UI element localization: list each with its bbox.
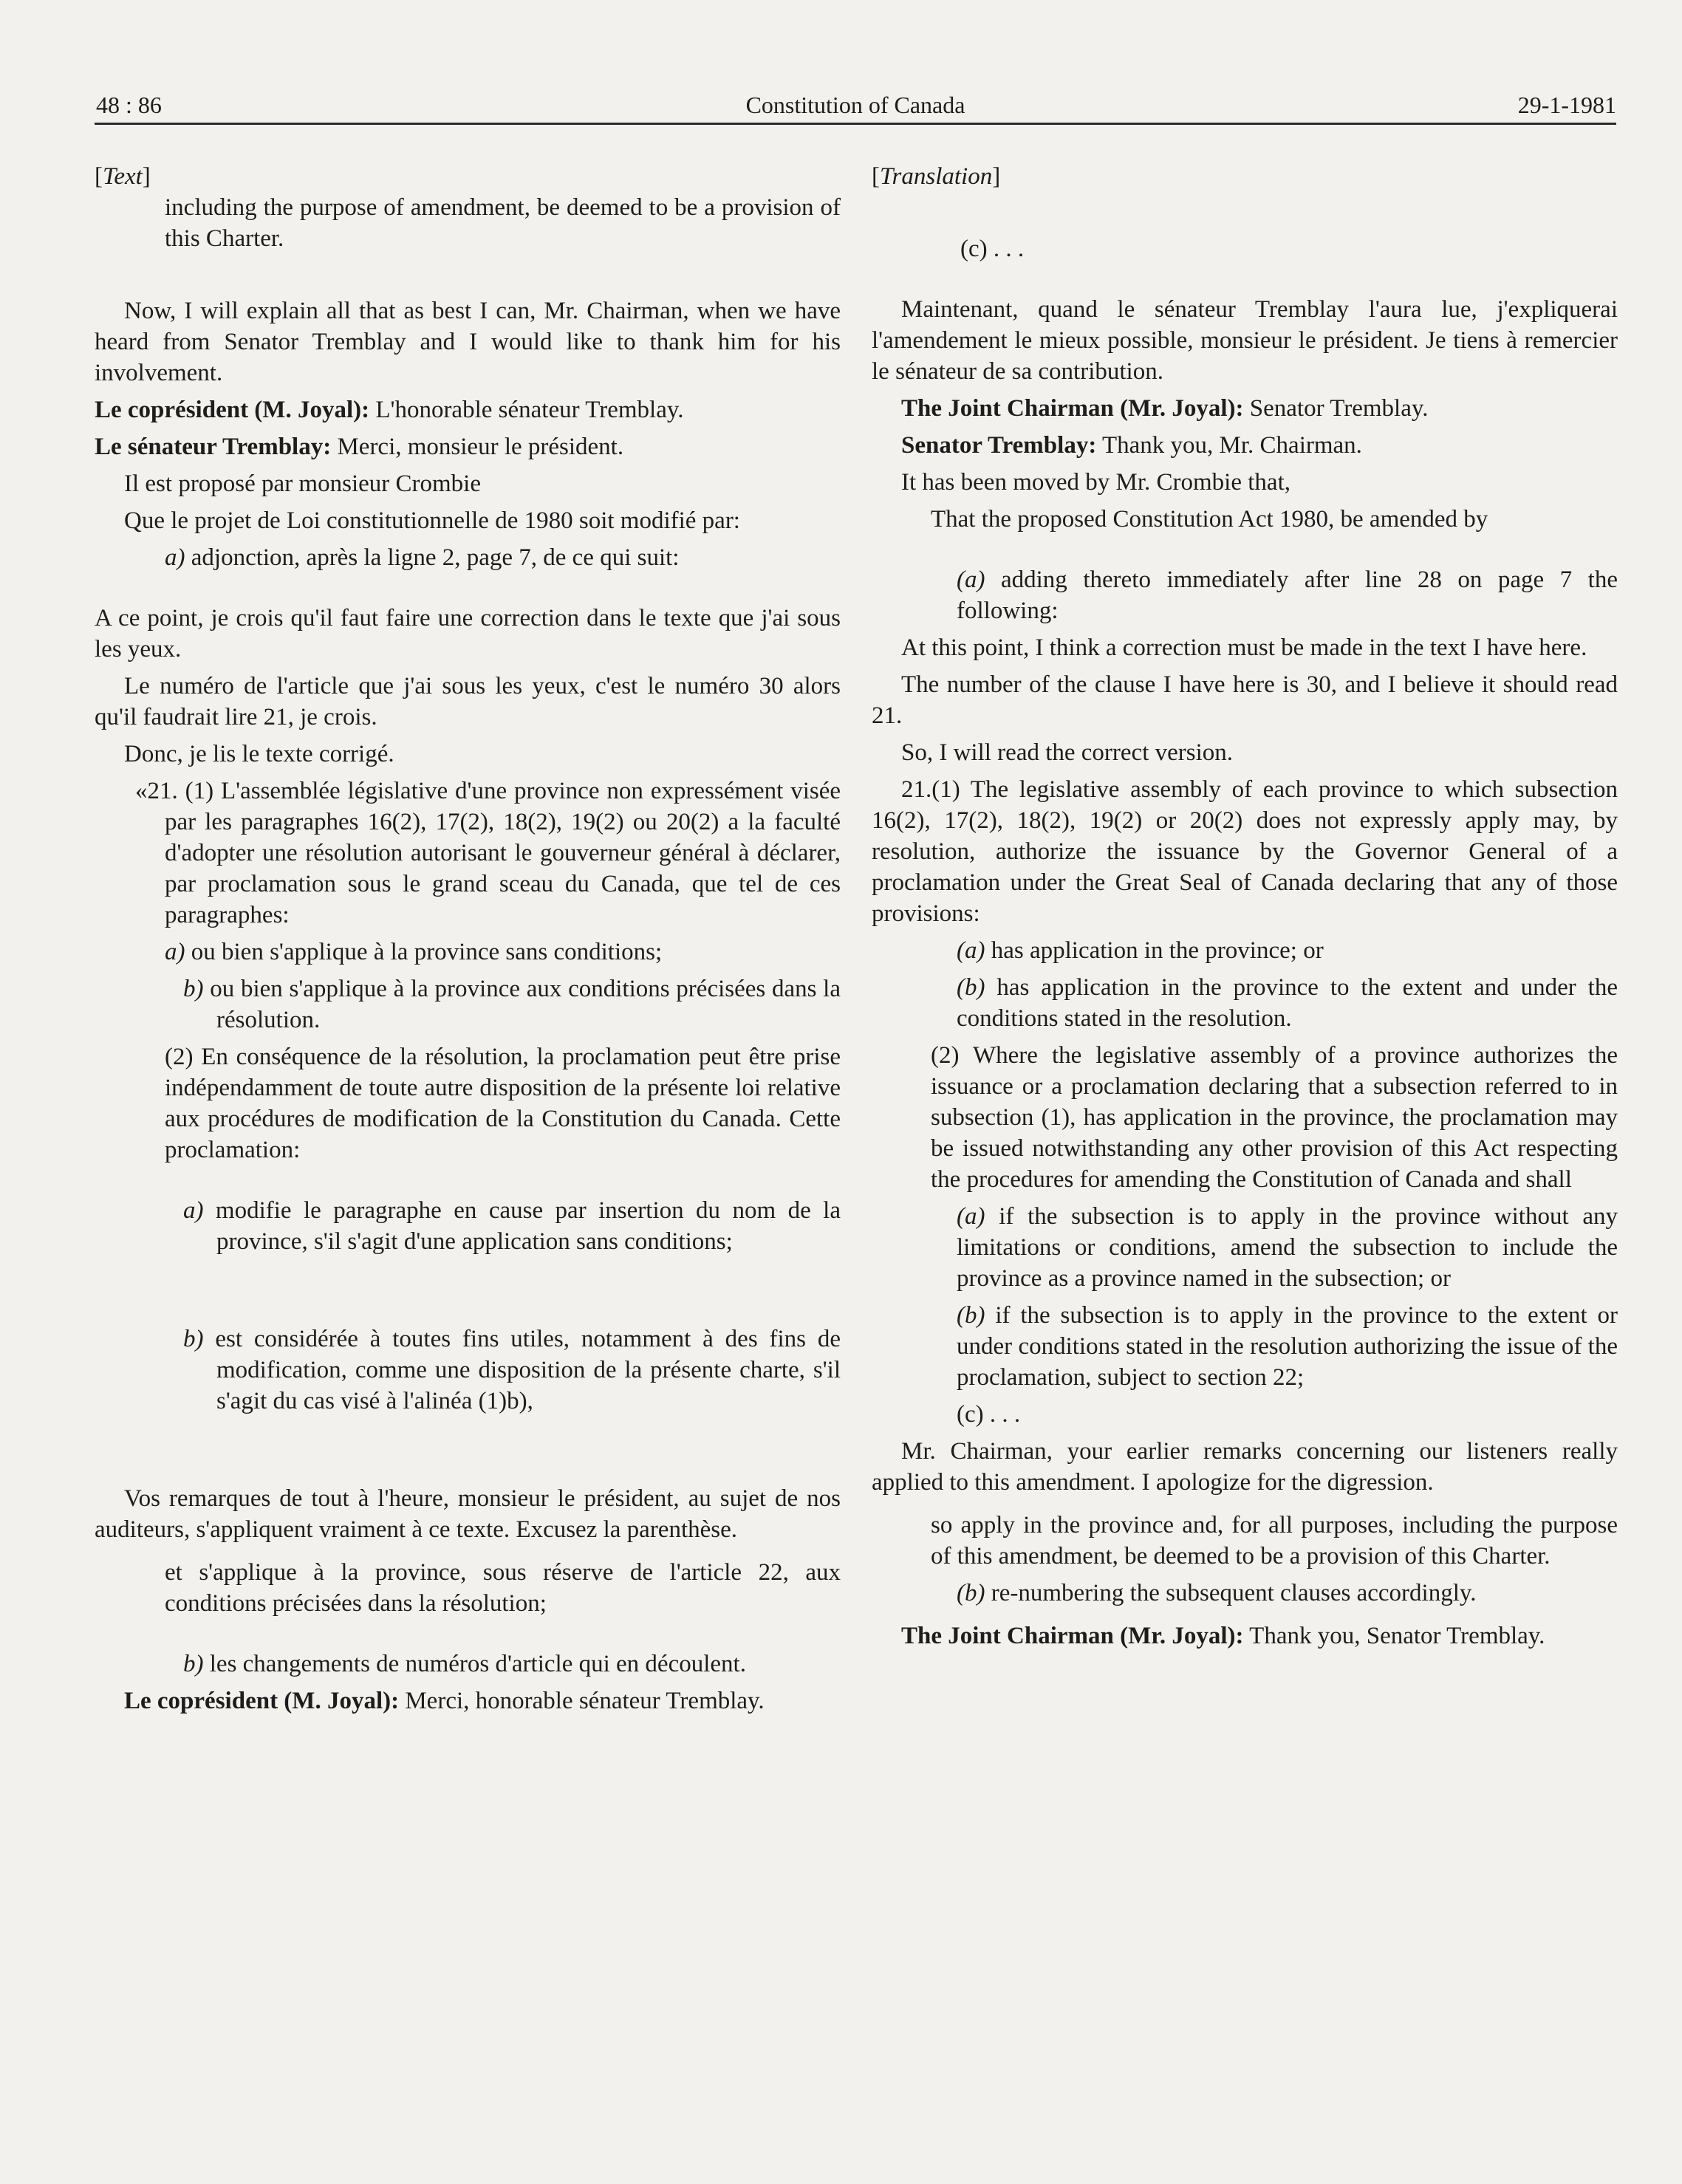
- paragraph: Mr. Chairman, your earlier remarks concerning our listeners really applied to this amendment. I apologize for the digression.: [872, 1438, 1618, 1496]
- speaker-paragraph: Le coprésident (M. Joyal): Merci, honorable sénateur Tremblay.: [124, 1688, 765, 1714]
- paragraph: A ce point, je crois qu'il faut faire une correction dans le texte que j'ai sous les yeux.: [95, 605, 841, 663]
- list-item: (b) if the subsection is to apply in the province to the extent or under conditions stated in the resolution authorizing the issue of the proclamation, subject to section 22;: [957, 1302, 1618, 1391]
- paragraph: So, I will read the correct version.: [901, 739, 1234, 766]
- speaker-paragraph: Senator Tremblay: Thank you, Mr. Chairman.: [901, 432, 1362, 459]
- list-item: a) modifie le paragraphe en cause par insertion du nom de la province, s'il s'agit d'une application sans conditions;: [183, 1197, 841, 1255]
- speaker-name: Le coprésident (M. Joyal):: [124, 1688, 400, 1714]
- paragraph: Donc, je lis le texte corrigé.: [124, 741, 394, 767]
- list-item: a) adjonction, après la ligne 2, page 7, de ce qui suit:: [165, 544, 680, 571]
- amendment-clause: (2) En conséquence de la résolution, la proclamation peut être prise indépendamment de toute autre disposition de la présente loi relative aux procédures de modification de la Constitution du Canada. Cette proclamation:: [165, 1044, 841, 1163]
- amendment-clause: 21.(1) The legislative assembly of each province to which subsection 16(2), 17(2), 18(2), 19(2) or 20(2) does not expressly apply may, by resolution, authorize the issuance by the Governor General of a proclamation under the Great Seal of Canada declaring that any of those provisions:: [872, 776, 1618, 927]
- list-item: a) ou bien s'applique à la province sans conditions;: [165, 939, 663, 965]
- paragraph: That the proposed Constitution Act 1980, be amended by: [931, 506, 1488, 533]
- speaker-name: Le sénateur Tremblay:: [95, 434, 332, 460]
- speaker-name: The Joint Chairman (Mr. Joyal):: [901, 1623, 1244, 1649]
- paragraph: Que le projet de Loi constitutionnelle de 1980 soit modifié par:: [124, 507, 740, 534]
- paragraph: Il est proposé par monsieur Crombie: [124, 470, 481, 497]
- column-label: [Text]: [95, 163, 151, 190]
- list-item: (a) adding thereto immediately after line 28 on page 7 the following:: [957, 566, 1618, 624]
- paragraph: Maintenant, quand le sénateur Tremblay l'aura lue, j'expliquerai l'amendement le mieux possible, monsieur le président. Je tiens à remercier le sénateur de sa contribution.: [872, 296, 1618, 385]
- paragraph: (c) . . .: [957, 1401, 1021, 1428]
- speaker-paragraph: Le coprésident (M. Joyal): L'honorable sénateur Tremblay.: [95, 397, 684, 423]
- list-item: b) les changements de numéros d'article qui en découlent.: [183, 1651, 746, 1677]
- running-header: [95, 87, 1616, 125]
- amendment-clause: «21. (1) L'assemblée législative d'une province non expressément visée par les paragraphes 16(2), 17(2), 18(2), 19(2) ou 20(2) a la faculté d'adopter une résolution autorisant le gouverneur général à déclarer, par proclamation sous le grand sceau du Canada, que tel de ces paragraphes:: [135, 778, 841, 928]
- paragraph: At this point, I think a correction must be made in the text I have here.: [901, 634, 1587, 661]
- speaker-paragraph: The Joint Chairman (Mr. Joyal): Senator Tremblay.: [901, 395, 1429, 422]
- paragraph: et s'applique à la province, sous réserve de l'article 22, aux conditions précisées dans la résolution;: [165, 1559, 841, 1617]
- amendment-clause: (2) Where the legislative assembly of a province authorizes the issuance or a proclamation declaring that a subsection referred to in subsection (1), has application in the province, the proclamation may be issued notwithstanding any other provision of this Act respecting the procedures for amending the Constitution of Canada and shall: [931, 1042, 1618, 1193]
- paragraph: (c) . . .: [960, 236, 1025, 262]
- speaker-name: Le coprésident (M. Joyal):: [95, 397, 370, 423]
- paragraph: Now, I will explain all that as best I can, Mr. Chairman, when we have heard from Senator Tremblay and I would like to thank him for his involvement.: [95, 298, 841, 386]
- paragraph: Le numéro de l'article que j'ai sous les yeux, c'est le numéro 30 alors qu'il faudrait lire 21, je crois.: [95, 673, 841, 730]
- speaker-paragraph: The Joint Chairman (Mr. Joyal): Thank you, Senator Tremblay.: [901, 1623, 1545, 1649]
- paragraph: Vos remarques de tout à l'heure, monsieur le président, au sujet de nos auditeurs, s'appliquent vraiment à ce texte. Excusez la parenthèse.: [95, 1485, 841, 1543]
- list-item: (a) if the subsection is to apply in the province without any limitations or conditions, amend the subsection to include the province as a province named in the subsection; or: [957, 1203, 1618, 1292]
- list-item: b) ou bien s'applique à la province aux conditions précisées dans la résolution.: [183, 976, 841, 1033]
- list-item: (b) re-numbering the subsequent clauses accordingly.: [957, 1580, 1477, 1606]
- paragraph: including the purpose of amendment, be deemed to be a provision of this Charter.: [165, 194, 841, 252]
- right-column-translation: [872, 161, 1618, 1651]
- left-column-text: [95, 161, 841, 1716]
- paragraph: The number of the clause I have here is 30, and I believe it should read 21.: [872, 671, 1618, 729]
- list-item: (a) has application in the province; or: [957, 937, 1324, 964]
- list-item: (b) has application in the province to the extent and under the conditions stated in the resolution.: [957, 974, 1618, 1032]
- speaker-name: The Joint Chairman (Mr. Joyal):: [901, 395, 1244, 422]
- paragraph: so apply in the province and, for all purposes, including the purpose of this amendment, be deemed to be a provision of this Charter.: [931, 1512, 1618, 1569]
- running-title: Constitution of Canada: [745, 92, 965, 118]
- list-item: b) est considérée à toutes fins utiles, notamment à des fins de modification, comme une disposition de la présente charte, s'il s'agit du cas visé à l'alinéa (1)b),: [183, 1326, 841, 1414]
- page-number: 48 : 86: [96, 92, 162, 118]
- header-date: 29-1-1981: [1517, 92, 1616, 118]
- speaker-name: Senator Tremblay:: [901, 432, 1097, 459]
- column-label: [Translation]: [872, 163, 1001, 190]
- speaker-paragraph: Le sénateur Tremblay: Merci, monsieur le président.: [95, 434, 624, 460]
- paragraph: It has been moved by Mr. Crombie that,: [901, 469, 1290, 496]
